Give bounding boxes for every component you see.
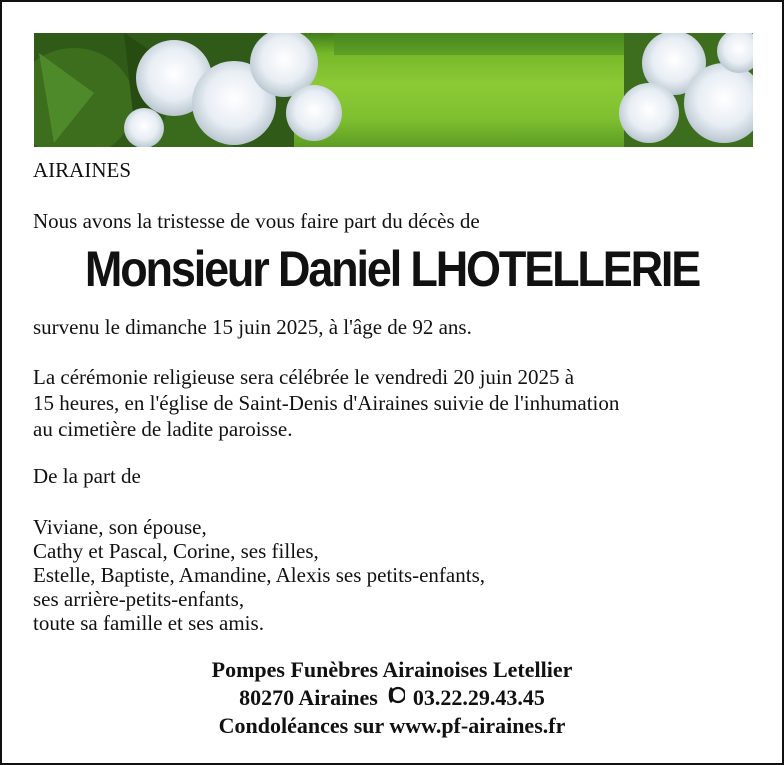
funeral-home-contact (2, 684, 782, 712)
town-name: AIRAINES (33, 158, 131, 182)
intro-text: Nous avons la tristesse de vous faire part du décès de (33, 209, 480, 233)
family-line: Viviane, son épouse, (33, 515, 207, 539)
family-line: Cathy et Pascal, Corine, ses filles, (33, 539, 319, 563)
family-line: Estelle, Baptiste, Amandine, Alexis ses petits-enfants, (33, 563, 486, 587)
ceremony-line: La cérémonie religieuse sera célébrée le vendredi 20 juin 2025 à (33, 365, 575, 389)
funeral-home-address: 80270 Airaines (239, 685, 378, 710)
funeral-home-phone[interactable]: 03.22.29.43.45 (412, 685, 545, 710)
ceremony-paragraph (33, 365, 619, 443)
family-line: ses arrière-petits-enfants, (33, 587, 245, 611)
hydrangea-banner-image (34, 33, 753, 147)
funeral-home-name: Pompes Funèbres Airainoises Letellier (211, 657, 573, 682)
banner-illustration (34, 33, 753, 147)
family-list (33, 515, 485, 635)
from-label: De la part de (33, 464, 141, 488)
funeral-home-footer (2, 656, 782, 740)
death-details: survenu le dimanche 15 juin 2025, à l'âge de 92 ans. (33, 315, 472, 339)
ceremony-line: au cimetière de ladite paroisse. (33, 417, 293, 441)
condolences-line[interactable]: Condoléances sur www.pf-airaines.fr (218, 713, 566, 738)
deceased-name: Monsieur Daniel LHOTELLERIE (84, 241, 700, 297)
phone-icon (387, 684, 405, 712)
family-line: toute sa famille et ses amis. (33, 611, 264, 635)
ceremony-line: 15 heures, en l'église de Saint-Denis d'Airaines suivie de l'inhumation (33, 391, 620, 415)
